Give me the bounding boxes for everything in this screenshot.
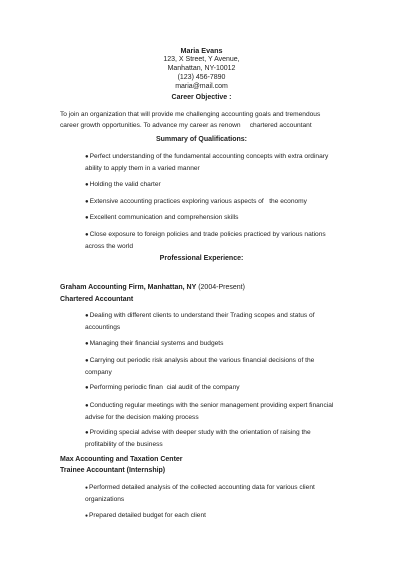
candidate-name: Maria Evans (180, 46, 223, 55)
qualifications-heading: Summary of Qualifications: (155, 136, 248, 143)
list-item: ●Carrying out periodic risk analysis about the various financial decisions of the company (85, 357, 315, 376)
list-item: ●Excellent communication and comprehension skills (85, 214, 239, 221)
list-item: ●Providing special advise with deeper study with the orientation of raising the profitability of the business (85, 429, 311, 448)
list-item: ●Performing periodic finan cial audit of the company (85, 384, 240, 391)
bullet-icon: ● (85, 430, 89, 436)
bullet-icon: ● (85, 215, 89, 221)
list-item: ●Holding the valid charter (85, 181, 161, 188)
objective-line: To join an organization that will provide me challenging accounting goals and tremendous (60, 111, 321, 118)
bullet-icon: ● (85, 513, 89, 519)
list-item: ●Dealing with different clients to understand their Trading scopes and status of accountings (85, 312, 315, 331)
bullet-icon: ● (85, 485, 89, 491)
career-objective-heading: Career Objective : (171, 94, 232, 101)
bullet-icon: ● (85, 182, 89, 188)
list-item: ●Performed detailed analysis of the collected accounting data for various client organizations (85, 484, 315, 503)
bullet-icon: ● (85, 199, 89, 205)
address-city: Manhattan, NY-10012 (167, 65, 236, 72)
experience-heading: Professional Experience: (159, 255, 244, 262)
bullet-icon: ● (85, 403, 89, 409)
bullet-icon: ● (85, 313, 89, 319)
list-item: ●Managing their financial systems and budgets (85, 340, 224, 347)
list-item: ●Prepared detailed budget for each client (85, 512, 206, 519)
job-1-role: Chartered Accountant (60, 296, 134, 303)
job-2-role: Trainee Accountant (Internship) (60, 467, 166, 474)
bullet-icon: ● (85, 154, 89, 160)
career-objective-text (60, 109, 350, 131)
bullet-icon: ● (85, 358, 89, 364)
email-address: maria@mail.com (175, 83, 228, 90)
bullet-icon: ● (85, 232, 89, 238)
job-1-company: Graham Accounting Firm, Manhattan, NY (2004-Present) (60, 284, 245, 291)
bullet-icon: ● (85, 341, 89, 347)
phone-number: (123) 456-7890 (177, 74, 226, 81)
list-item: ●Perfect understanding of the fundamental accounting concepts with extra ordinary ability to apply them in a varied manner (85, 153, 329, 172)
job-2-company: Max Accounting and Taxation Center (60, 456, 183, 463)
objective-line: career growth opportunities. To advance my career as renown chartered accountant (60, 122, 312, 129)
contact-header (0, 46, 403, 91)
list-item: ●Extensive accounting practices exploring various aspects of the economy (85, 198, 307, 205)
address-street: 123, X Street, Y Avenue, (163, 56, 240, 63)
list-item: ●Conducting regular meetings with the senior management providing expert financial advise for the decision making process (85, 402, 334, 421)
bullet-icon: ● (85, 385, 89, 391)
list-item: ●Close exposure to foreign policies and trade policies practiced by various nations across the world (85, 231, 326, 250)
